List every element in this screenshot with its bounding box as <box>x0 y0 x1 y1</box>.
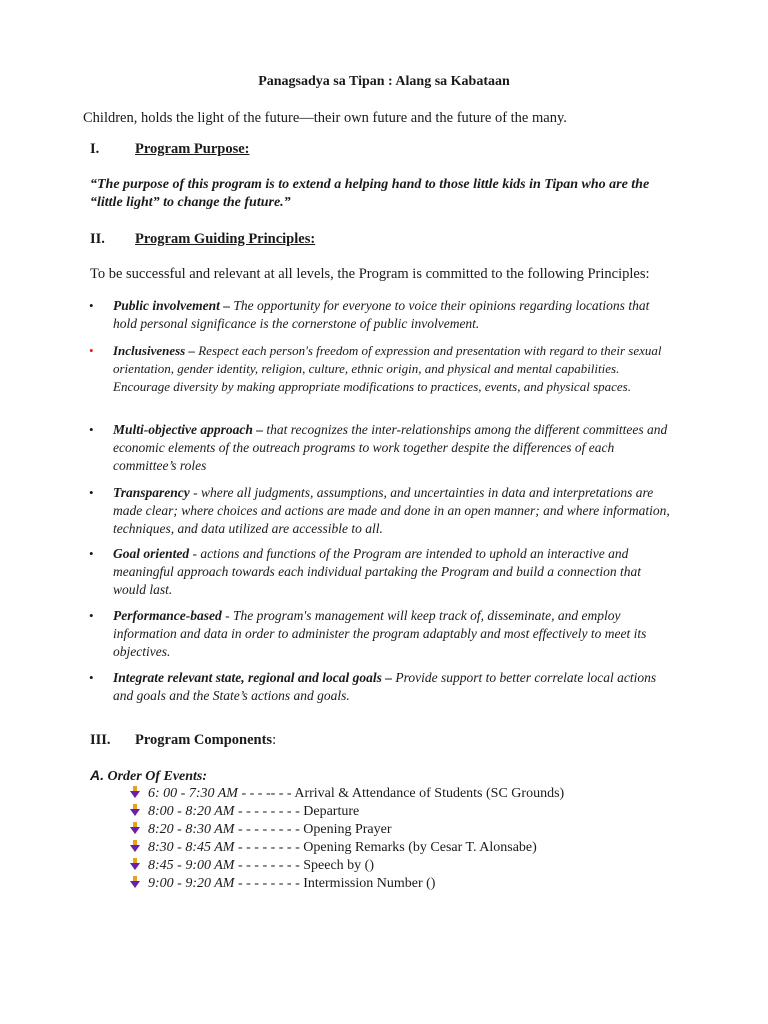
event-dashes: - - - -- - - <box>237 786 295 801</box>
purpose-statement: “The purpose of this program is to extend a helping hand to those little kids in Tipan who are the “little light” to change the future.” <box>90 177 650 210</box>
event-item <box>130 875 435 893</box>
bullet: • <box>89 608 94 623</box>
event-description: Opening Prayer <box>303 822 392 837</box>
order-of-events-heading <box>90 767 207 785</box>
event-item <box>130 857 374 875</box>
bullet: • <box>89 670 94 685</box>
event-item <box>130 785 564 803</box>
event-time: 8:00 - 8:20 AM <box>148 804 235 819</box>
arrow-down-icon <box>130 786 140 798</box>
event-dashes: - - - - - - - - <box>234 876 304 891</box>
section-number: I. <box>90 141 100 157</box>
principle-text: Provide support to better correlate local actions and goals and the State’s actions and goals. <box>113 670 657 703</box>
event-description: Arrival & Attendance of Students (SC Grounds) <box>294 786 565 801</box>
event-dashes: - - - - - - - - <box>234 858 304 873</box>
principle-term: Goal oriented <box>113 546 190 561</box>
intro-paragraph: Children, holds the light of the future—their own future and the future of the many. <box>83 110 567 126</box>
arrow-down-icon <box>130 804 140 816</box>
event-description: Speech by () <box>303 858 375 873</box>
event-item <box>130 803 359 821</box>
sub-heading-text: Order Of Events: <box>104 769 208 784</box>
section-principles-heading <box>90 231 490 251</box>
principle-text: that recognizes the inter-relationships among the different committees and economic elements of the outreach programs to work together despite the differences of each committee’s roles <box>113 422 668 473</box>
event-time: 8:20 - 8:30 AM <box>148 822 235 837</box>
arrow-down-icon <box>130 840 140 852</box>
event-time: 9:00 - 9:20 AM <box>148 876 235 891</box>
section-components-heading <box>90 732 490 752</box>
section-purpose-heading <box>90 141 490 161</box>
principle-term: Performance-based <box>113 608 222 623</box>
bullet: • <box>89 343 94 358</box>
principle-text: - The program's management will keep track of, disseminate, and employ information and data in order to administer the program adaptably and most effectively to meet its objectives. <box>113 608 647 659</box>
bullet: • <box>89 298 94 313</box>
bullet: • <box>89 485 94 500</box>
event-time: 8:30 - 8:45 AM <box>148 840 235 855</box>
section-number: III. <box>90 732 111 748</box>
principle-text: The opportunity for everyone to voice their opinions regarding locations that hold personal significance is the cornerstone of public involvement. <box>113 298 650 331</box>
arrow-down-icon <box>130 876 140 888</box>
bullet: • <box>89 546 94 561</box>
event-dashes: - - - - - - - - <box>234 822 304 837</box>
event-dashes: - - - - - - - - <box>234 804 304 819</box>
section-label: Program Purpose: <box>135 141 250 157</box>
principle-term: Multi-objective approach – <box>113 422 263 437</box>
section-label: Program Guiding Principles: <box>135 231 316 247</box>
principle-term: Integrate relevant state, regional and local goals – <box>113 670 392 685</box>
section-label <box>135 732 276 749</box>
event-description: Opening Remarks (by Cesar T. Alonsabe) <box>303 840 537 855</box>
principle-text: - where all judgments, assumptions, and uncertainties in data and interpretations are made clear; where choices and actions are made and done in an open manner; and where information, techniques, and data utilized are accessible to all. <box>113 485 670 536</box>
sub-letter: A. <box>90 767 104 783</box>
principle-text: Respect each person's freedom of expression and presentation with regard to their sexual orientation, gender identity, religion, culture, ethnic origin, and physical and mental capabilities. Encourage diversity by making appropriate modifications to practices, events, and physical spaces. <box>113 343 662 394</box>
principle-term: Inclusiveness – <box>113 343 195 358</box>
principle-text: - actions and functions of the Program are intended to uphold an interactive and meaningful approach towards each individual partaking the Program and build a connection that would last. <box>113 546 641 597</box>
event-dashes: - - - - - - - - <box>234 840 304 855</box>
arrow-down-icon <box>130 858 140 870</box>
event-time: 8:45 - 9:00 AM <box>148 858 235 873</box>
bullet: • <box>89 422 94 437</box>
arrow-down-icon <box>130 822 140 834</box>
principles-lead: To be successful and relevant at all levels, the Program is committed to the following Principles: <box>90 266 650 282</box>
event-item <box>130 821 392 839</box>
event-item <box>130 839 537 857</box>
event-description: Intermission Number () <box>303 876 436 891</box>
principle-term: Transparency <box>113 485 190 500</box>
section-label-suffix: : <box>272 732 277 748</box>
section-number: II. <box>90 231 105 247</box>
section-label-text: Program Components <box>135 732 273 748</box>
principle-term: Public involvement – <box>113 298 230 313</box>
document-title: Panagsadya sa Tipan : Alang sa Kabataan <box>258 74 510 89</box>
event-description: Departure <box>303 804 360 819</box>
event-time: 6: 00 - 7:30 AM <box>148 786 238 801</box>
